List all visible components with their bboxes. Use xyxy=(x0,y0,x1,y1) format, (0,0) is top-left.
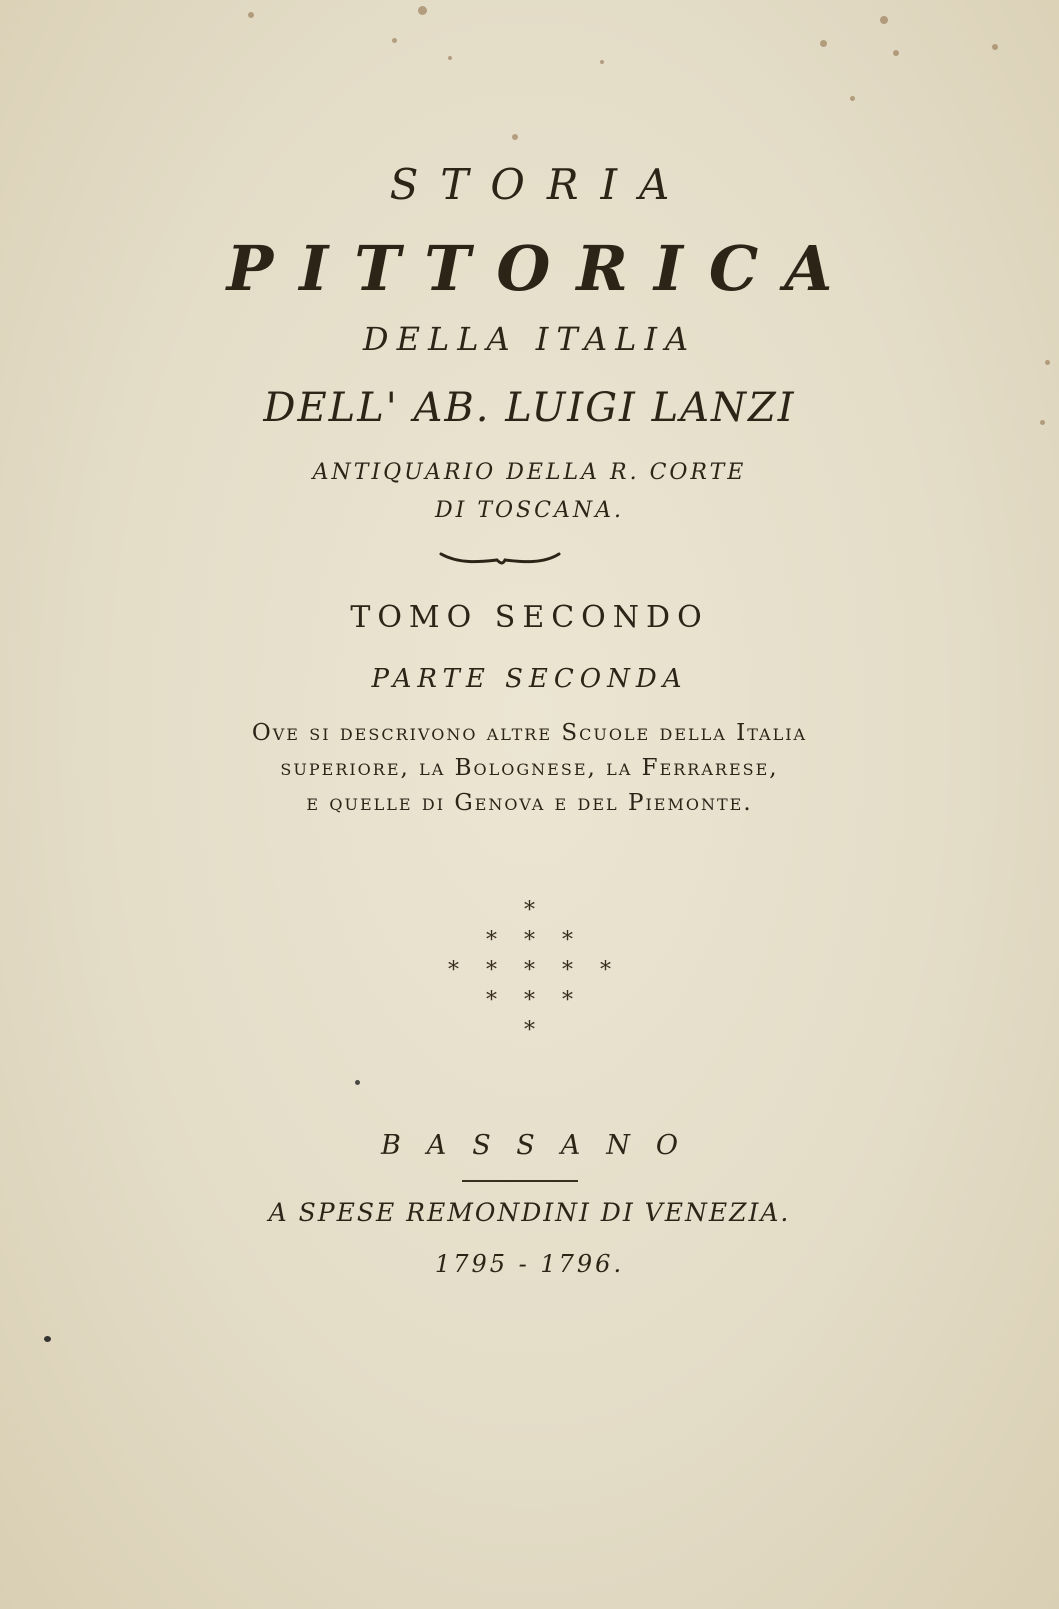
imprint-place: BASSANO xyxy=(380,1130,705,1161)
foxing-spot xyxy=(248,12,254,18)
foxing-spot xyxy=(820,40,827,47)
foxing-spot xyxy=(600,60,604,64)
star-ornament xyxy=(0,896,1059,1046)
foxing-spot xyxy=(448,56,452,60)
star-row: * * * * * xyxy=(448,958,621,983)
foxing-spot xyxy=(850,96,855,101)
description-line-1: Ove si descrivono altre Scuole della Italia xyxy=(251,720,808,746)
printer-ornament-rule xyxy=(439,546,561,568)
volume-label: TOMO SECONDO xyxy=(350,600,709,635)
imprint-rule xyxy=(462,1180,578,1182)
title-line-storia: STORIA xyxy=(389,160,692,209)
title-line-della-italia: DELLA ITALIA xyxy=(362,320,697,358)
star-row: * xyxy=(524,898,545,923)
foxing-spot xyxy=(880,16,888,24)
foxing-spot xyxy=(418,6,427,15)
foxing-spot xyxy=(992,44,998,50)
author-office-line-1: ANTIQUARIO DELLA R. CORTE xyxy=(312,460,747,485)
star-row: * * * xyxy=(486,988,583,1013)
description-line-2: superiore, la Bolognese, la Ferrarese, xyxy=(280,755,779,781)
title-line-pittorica: PITTORICA xyxy=(226,232,859,305)
foxing-spot xyxy=(355,1080,360,1085)
description-line-3: e quelle di Genova e del Piemonte. xyxy=(306,790,753,816)
star-row: * xyxy=(524,1018,545,1043)
foxing-spot xyxy=(893,50,899,56)
imprint-publisher: A SPESE REMONDINI DI VENEZIA. xyxy=(268,1198,791,1227)
part-label: PARTE SECONDA xyxy=(371,664,688,694)
foxing-spot xyxy=(512,134,518,140)
foxing-spot xyxy=(1045,360,1050,365)
foxing-spot xyxy=(44,1336,51,1342)
foxing-spot xyxy=(392,38,397,43)
imprint-years: 1795 - 1796. xyxy=(434,1250,625,1278)
star-row: * * * xyxy=(486,928,583,953)
author-office-line-2: DI TOSCANA. xyxy=(435,498,624,523)
author-name: DELL' AB. LUIGI LANZI xyxy=(263,385,796,431)
